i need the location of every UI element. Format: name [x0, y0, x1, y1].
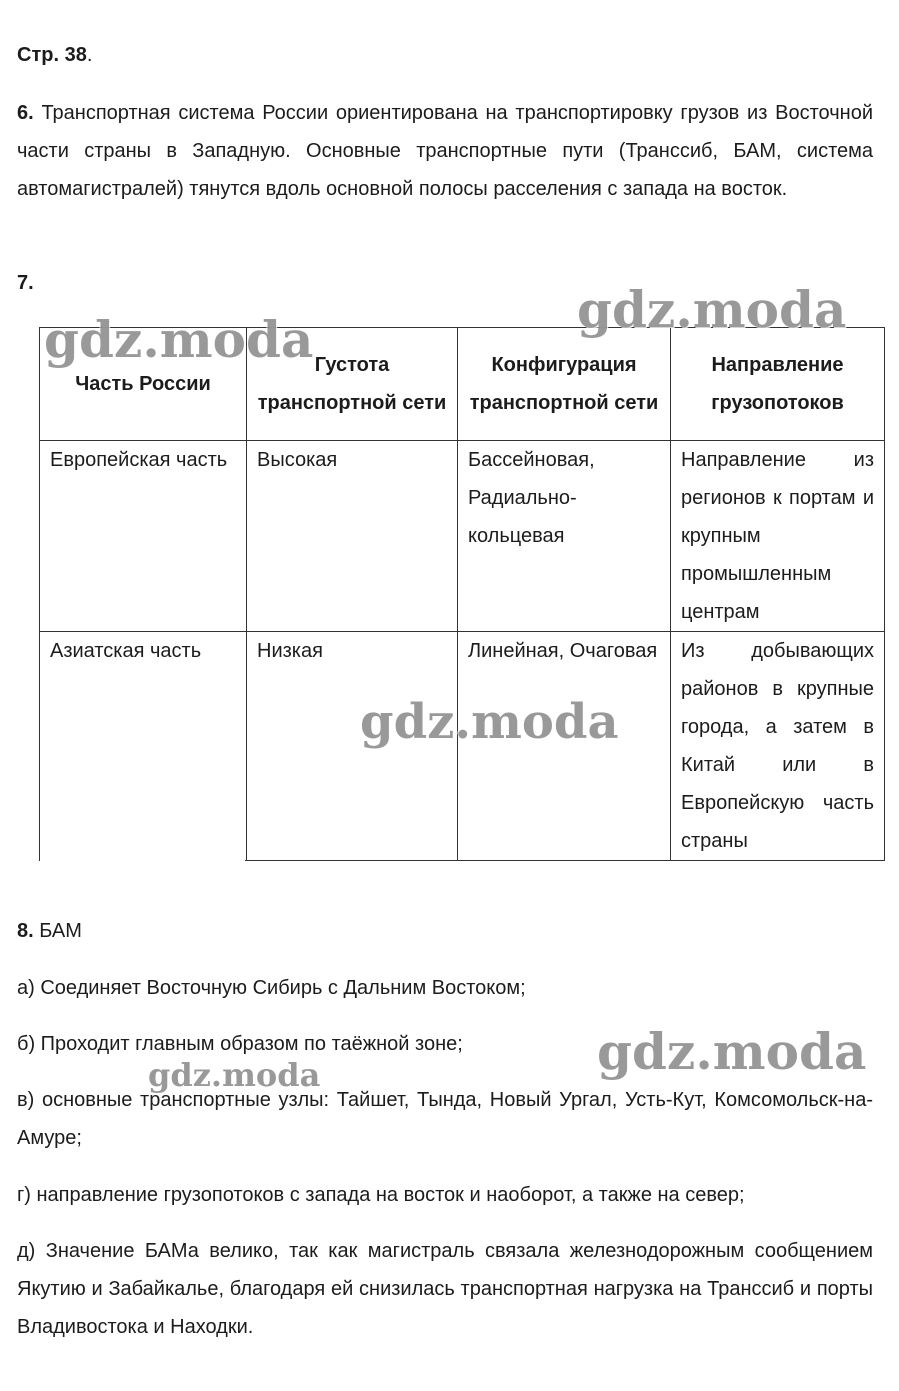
- table-header-cell: Конфигурация транспортной сети: [458, 328, 671, 441]
- table-cell: Из добывающих районов в крупные города, а затем в Китай или в Европейскую часть страны: [671, 632, 885, 861]
- table-cell: Низкая: [247, 632, 458, 861]
- answer-8d: д) Значение БАМа велико, так как магистраль связала железнодорожным сообщением Якутию и Забайкалье, благодаря ей снизилась транспортная нагрузка на Транссиб и порты Владивостока и Находки.: [17, 1240, 873, 1338]
- watermark: gdz.moda: [360, 694, 619, 750]
- answer-8-number: 8.: [17, 920, 34, 942]
- table-header-row: [40, 328, 885, 441]
- watermark: gdz.moda: [597, 1022, 867, 1081]
- answer-8b: б) Проходит главным образом по таёжной зоне;: [17, 1033, 463, 1055]
- table-row: [40, 632, 885, 861]
- answer-6: [17, 94, 873, 208]
- table-cell: Азиатская часть: [40, 632, 247, 861]
- answer-8-title: БАМ: [39, 920, 82, 942]
- page-label: Стр. 38.: [17, 44, 93, 66]
- answer-8g: г) направление грузопотоков с запада на восток и наоборот, а также на север;: [17, 1184, 745, 1206]
- table-cell: Высокая: [247, 441, 458, 632]
- answer-8a: а) Соединяет Восточную Сибирь с Дальним Востоком;: [17, 977, 526, 999]
- table-cell: Бассейновая, Радиально-кольцевая: [458, 441, 671, 632]
- watermark: gdz.moda: [577, 280, 847, 339]
- watermark: gdz.moda: [148, 1056, 321, 1094]
- table-cell: Европейская часть: [40, 441, 247, 632]
- transport-table: [39, 327, 885, 861]
- watermark: gdz.moda: [44, 310, 314, 369]
- answer-8v: в) основные транспортные узлы: Тайшет, Тында, Новый Ургал, Усть-Кут, Комсомольск-на-Амуре;: [17, 1089, 873, 1149]
- answer-6-number: 6.: [17, 102, 34, 124]
- table-row: [40, 441, 885, 632]
- table-header-cell: Часть России: [40, 328, 247, 441]
- table-border-gap: [40, 859, 245, 862]
- table-cell: Направление из регионов к портам и крупным промышленным центрам: [671, 441, 885, 632]
- table-cell: Линейная, Очаговая: [458, 632, 671, 861]
- answer-8-heading: [17, 912, 873, 950]
- answer-6-text: Транспортная система России ориентирована на транспортировку грузов из Восточной части страны в Западную. Основные транспортные пути (Транссиб, БАМ, система автомагистралей) тянутся вдоль основной полосы расселения с запада на восток.: [17, 102, 873, 200]
- table-header-cell: Направление грузопотоков: [671, 328, 885, 441]
- answer-7-number: 7.: [17, 272, 34, 294]
- table-header-cell: Густота транспортной сети: [247, 328, 458, 441]
